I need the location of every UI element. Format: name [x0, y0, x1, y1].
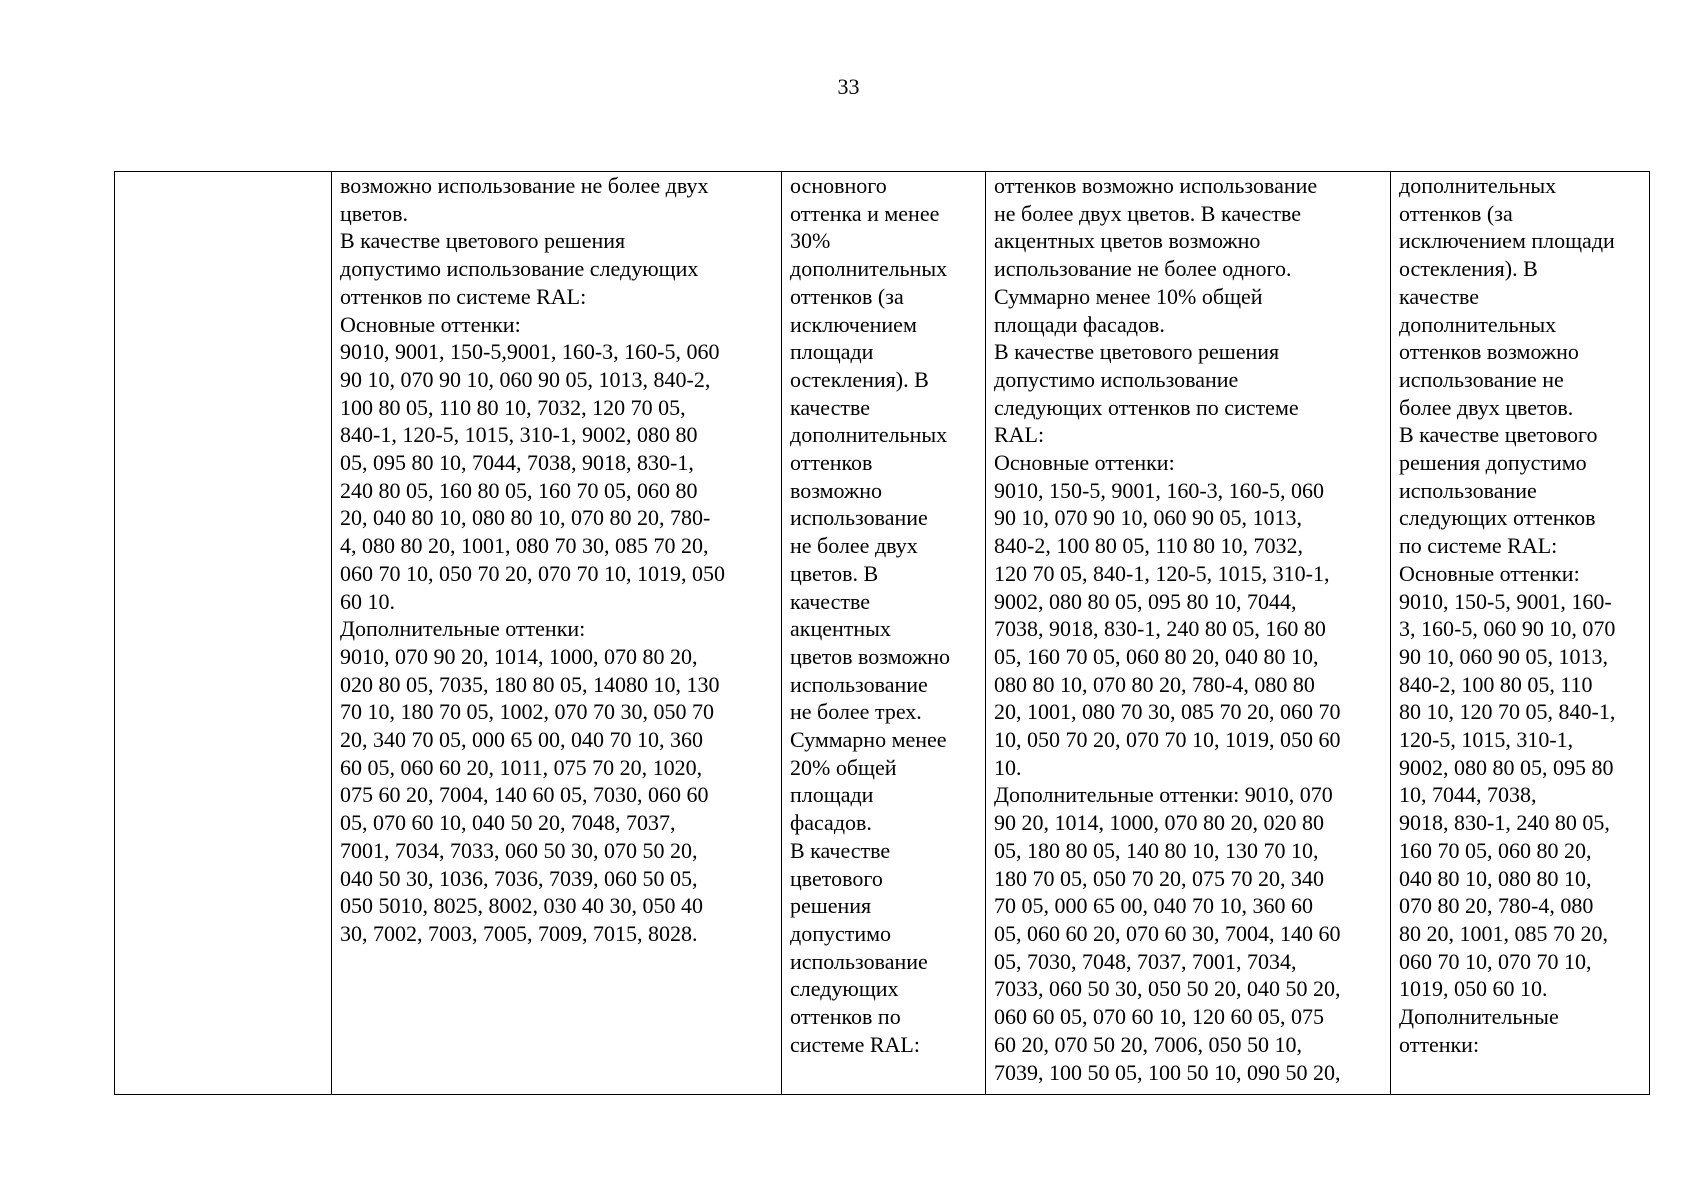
table-cell-col3: основного оттенка и менее 30% дополнительных оттенков (за исключением площади остекления). В качестве дополнительных оттенков возможно использование не более двух цветов. В качестве акцентных цветов возможно использование не более трех. Суммарно менее 20% общей площади фасадов. В качестве цветового решения допустимо использование следующих оттенков по системе RAL:	[782, 172, 986, 1095]
table-cell-col5: дополнительных оттенков (за исключением площади остекления). В качестве дополнительных оттенков возможно использование не более двух цветов. В качестве цветового решения допустимо использование следующих оттенков по системе RAL: Основные оттенки: 9010, 150-5, 9001, 160- 3, 160-5, 060 90 10, 070 90 10, 060 90 05, 1013, 840-2, 100 80 05, 110 80 10, 120 70 05, 840-1, 120-5, 1015, 310-1, 9002, 080 80 05, 095 80 10, 7044, 7038, 9018, 830-1, 240 80 05, 160 70 05, 060 80 20, 040 80 10, 080 80 10, 070 80 20, 780-4, 080 80 20, 1001, 085 70 20, 060 70 10, 070 70 10, 1019, 050 60 10. Дополнительные оттенки:	[1391, 172, 1650, 1095]
table-cell-col4: оттенков возможно использование не более двух цветов. В качестве акцентных цветов возможно использование не более одного. Суммарно менее 10% общей площади фасадов. В качестве цветового решения допустимо использование следующих оттенков по системе RAL: Основные оттенки: 9010, 150-5, 9001, 160-3, 160-5, 060 90 10, 070 90 10, 060 90 05, 1013, 840-2, 100 80 05, 110 80 10, 7032, 120 70 05, 840-1, 120-5, 1015, 310-1, 9002, 080 80 05, 095 80 10, 7044, 7038, 9018, 830-1, 240 80 05, 160 80 05, 160 70 05, 060 80 20, 040 80 10, 080 80 10, 070 80 20, 780-4, 080 80 20, 1001, 080 70 30, 085 70 20, 060 70 10, 050 70 20, 070 70 10, 1019, 050 60 10. Дополнительные оттенки: 9010, 070 90 20, 1014, 1000, 070 80 20, 020 80 05, 180 80 05, 140 80 10, 130 70 10, 180 70 05, 050 70 20, 075 70 20, 340 70 05, 000 65 00, 040 70 10, 360 60 05, 060 60 20, 070 60 30, 7004, 140 60 05, 7030, 7048, 7037, 7001, 7034, 7033, 060 50 30, 050 50 20, 040 50 20, 060 60 05, 070 60 10, 120 60 05, 075 60 20, 070 50 20, 7006, 050 50 10, 7039, 100 50 05, 100 50 10, 090 50 20,	[986, 172, 1391, 1095]
ral-color-table	[114, 171, 1650, 1095]
table-cell-col2: возможно использование не более двух цветов. В качестве цветового решения допустимо использование следующих оттенков по системе RAL: Основные оттенки: 9010, 9001, 150-5,9001, 160-3, 160-5, 060 90 10, 070 90 10, 060 90 05, 1013, 840-2, 100 80 05, 110 80 10, 7032, 120 70 05, 840-1, 120-5, 1015, 310-1, 9002, 080 80 05, 095 80 10, 7044, 7038, 9018, 830-1, 240 80 05, 160 80 05, 160 70 05, 060 80 20, 040 80 10, 080 80 10, 070 80 20, 780- 4, 080 80 20, 1001, 080 70 30, 085 70 20, 060 70 10, 050 70 20, 070 70 10, 1019, 050 60 10. Дополнительные оттенки: 9010, 070 90 20, 1014, 1000, 070 80 20, 020 80 05, 7035, 180 80 05, 14080 10, 130 70 10, 180 70 05, 1002, 070 70 30, 050 70 20, 340 70 05, 000 65 00, 040 70 10, 360 60 05, 060 60 20, 1011, 075 70 20, 1020, 075 60 20, 7004, 140 60 05, 7030, 060 60 05, 070 60 10, 040 50 20, 7048, 7037, 7001, 7034, 7033, 060 50 30, 070 50 20, 040 50 30, 1036, 7036, 7039, 060 50 05, 050 5010, 8025, 8002, 030 40 30, 050 40 30, 7002, 7003, 7005, 7009, 7015, 8028.	[332, 172, 782, 1095]
table-row	[115, 172, 1650, 1095]
table-cell-empty	[115, 172, 332, 1095]
page-number: 33	[837, 74, 860, 99]
